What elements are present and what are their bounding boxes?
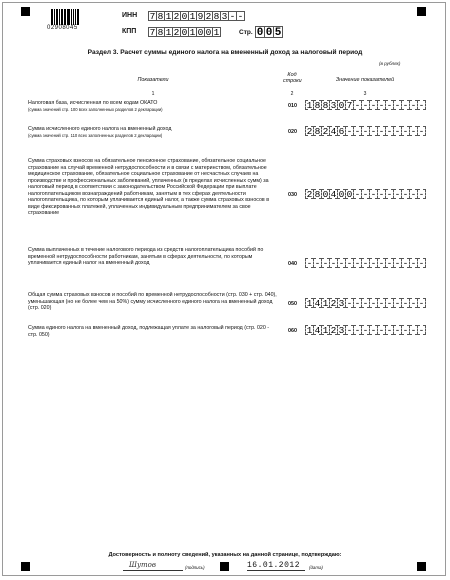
corner-marker-top-right — [417, 7, 426, 16]
barcode-number: 02908045 — [47, 25, 78, 31]
inn-field — [149, 11, 245, 21]
row-060-value-cell: - — [370, 325, 377, 335]
row-010-text — [28, 100, 268, 112]
row-020-value-cell: - — [410, 126, 417, 136]
row-040-label: Сумма выплаченных в течение налогового периода из средств налогоплательщика пособий по временной нетрудоспособности работникам, занятым в сферах деятельности, по которым уплачивается единый налог на вмененный доход — [28, 247, 264, 266]
row-020-value-cell: - — [418, 126, 425, 136]
row-060-value-cell: 4 — [314, 325, 321, 335]
row-060-value-cell: - — [346, 325, 353, 335]
row-060-code: 060 — [288, 328, 297, 334]
column-header-value: Значение показателей — [335, 77, 395, 83]
row-060-value-cell: - — [378, 325, 385, 335]
row-030-code: 030 — [288, 192, 297, 198]
row-020-value-cell: 2 — [322, 126, 329, 136]
page-number-cell: 5 — [274, 27, 282, 38]
row-060-value-cell: 1 — [322, 325, 329, 335]
row-020-value-cell: - — [402, 126, 409, 136]
row-030-value-cell: - — [370, 189, 377, 199]
row-060-value-cell: - — [354, 325, 361, 335]
row-010-value-cell: - — [378, 100, 385, 110]
date-line — [247, 570, 305, 571]
row-010-value-cell: - — [370, 100, 377, 110]
section-title: Раздел 3. Расчет суммы единого налога на вмененный доход за налоговый период — [87, 49, 363, 56]
row-030-value-cell: - — [418, 189, 425, 199]
signature-line — [123, 570, 183, 571]
row-040-value-cell: - — [354, 258, 361, 268]
corner-marker-bottom-right — [417, 562, 426, 571]
kpp-cell: 1 — [165, 27, 172, 37]
row-010-value-cell: - — [402, 100, 409, 110]
row-050-value-cell: 4 — [314, 298, 321, 308]
row-010-value-cell: 8 — [322, 100, 329, 110]
row-050-value — [306, 298, 426, 308]
row-030-value-cell: - — [362, 189, 369, 199]
row-010-value-cell: 0 — [338, 100, 345, 110]
row-010-code: 010 — [288, 103, 297, 109]
row-060-value-cell: - — [394, 325, 401, 335]
row-040-value-cell: - — [306, 258, 313, 268]
row-060-text — [28, 325, 278, 338]
signature-caption: (подпись) — [185, 565, 205, 570]
row-010-label: Налоговая база, исчисленная по всем кодам ОКАТО — [28, 100, 158, 106]
row-030-value-cell: 8 — [314, 189, 321, 199]
row-030-value-cell: - — [410, 189, 417, 199]
row-060-label: Сумма единого налога на вмененный доход, подлежащая уплате за налоговый период (стр. 020 - стр. 050) — [28, 325, 270, 338]
row-020-value-cell: - — [386, 126, 393, 136]
row-050-value-cell: - — [370, 298, 377, 308]
row-030-value — [306, 189, 426, 199]
row-060-value-cell: - — [362, 325, 369, 335]
inn-cell: - — [229, 11, 236, 21]
row-020-value-cell: - — [346, 126, 353, 136]
row-050-value-cell: - — [394, 298, 401, 308]
row-030-value-cell: - — [386, 189, 393, 199]
row-010-value-cell: 1 — [306, 100, 313, 110]
unit-note: (в рублях) — [379, 61, 401, 66]
row-040-text — [28, 247, 274, 267]
inn-cell: 9 — [197, 11, 204, 21]
row-050-value-cell: - — [418, 298, 425, 308]
row-040-value-cell: - — [394, 258, 401, 268]
row-020-label: Сумма исчисленного единого налога на вмененный доход — [28, 126, 172, 132]
row-020-value-cell: - — [362, 126, 369, 136]
row-030-value-cell: 2 — [306, 189, 313, 199]
column-header-indicators: Показатели — [137, 77, 169, 83]
row-050-label: Общая сумма страховых взносов и пособий по временной нетрудоспособности (стр. 030 + стр. 040), уменьшающая (но не более чем на 50%) сумму исчисленного единого налога на вмененный доход (стр. 020) — [28, 292, 277, 311]
row-060-value-cell: 2 — [330, 325, 337, 335]
row-010-value-cell: - — [410, 100, 417, 110]
row-020-code: 020 — [288, 129, 297, 135]
inn-cell: 2 — [173, 11, 180, 21]
row-020-value — [306, 126, 426, 136]
row-060-value-cell: - — [410, 325, 417, 335]
row-030-value-cell: - — [378, 189, 385, 199]
inn-cell: 0 — [181, 11, 188, 21]
row-020-value-cell: 4 — [330, 126, 337, 136]
row-010-value-cell: - — [386, 100, 393, 110]
row-030-value-cell: 0 — [322, 189, 329, 199]
row-010-sublabel: (сумма значений стр. 100 всех заполненных разделов 2 декларации) — [28, 106, 163, 112]
kpp-cell: 0 — [197, 27, 204, 37]
row-060-value-cell: - — [418, 325, 425, 335]
date-caption: (дата) — [309, 565, 323, 570]
row-050-value-cell: 1 — [322, 298, 329, 308]
row-050-value-cell: - — [386, 298, 393, 308]
row-030-value-cell: 4 — [330, 189, 337, 199]
row-060-value-cell: - — [386, 325, 393, 335]
corner-marker-top-left — [21, 7, 30, 16]
kpp-field — [149, 27, 221, 37]
column-number-1: 1 — [151, 91, 155, 97]
row-030-text — [28, 158, 274, 217]
row-010-value — [306, 100, 426, 110]
confirmation-statement: Достоверность и полноту сведений, указанных на данной странице, подтверждаю: — [108, 552, 342, 558]
row-020-value-cell: - — [394, 126, 401, 136]
tax-declaration-page — [2, 2, 446, 576]
row-020-value-cell: - — [378, 126, 385, 136]
row-010-value-cell: - — [418, 100, 425, 110]
column-number-3: 3 — [363, 91, 367, 97]
inn-cell: - — [237, 11, 244, 21]
signature-block — [123, 561, 223, 573]
row-020-value-cell: - — [370, 126, 377, 136]
row-040-value-cell: - — [314, 258, 321, 268]
row-050-code: 050 — [288, 301, 297, 307]
row-040-value-cell: - — [378, 258, 385, 268]
row-060-value-cell: 3 — [338, 325, 345, 335]
page-number-field — [256, 26, 283, 38]
inn-cell: 2 — [205, 11, 212, 21]
kpp-cell: 7 — [149, 27, 156, 37]
row-030-value-cell: - — [394, 189, 401, 199]
row-060-value-cell: - — [402, 325, 409, 335]
row-050-value-cell: - — [410, 298, 417, 308]
column-number-2: 2 — [290, 91, 294, 97]
kpp-cell: 0 — [205, 27, 212, 37]
kpp-label: КПП — [122, 28, 137, 35]
kpp-cell: 8 — [157, 27, 164, 37]
row-020-value-cell: 8 — [314, 126, 321, 136]
kpp-cell: 1 — [189, 27, 196, 37]
corner-marker-bottom-left — [21, 562, 30, 571]
inn-cell: 1 — [189, 11, 196, 21]
row-050-value-cell: - — [362, 298, 369, 308]
row-050-value-cell: - — [378, 298, 385, 308]
row-040-value-cell: - — [330, 258, 337, 268]
row-040-code: 040 — [288, 261, 297, 267]
row-020-text — [28, 126, 268, 138]
row-020-sublabel: (сумма значений стр. 110 всех заполненных разделов 2 декларации) — [28, 132, 163, 138]
row-040-value-cell: - — [338, 258, 345, 268]
row-060-value — [306, 325, 426, 335]
row-020-value-cell: 6 — [338, 126, 345, 136]
row-050-value-cell: - — [354, 298, 361, 308]
inn-cell: 1 — [165, 11, 172, 21]
row-050-text — [28, 292, 278, 312]
row-010-value-cell: 7 — [346, 100, 353, 110]
row-020-value-cell: 2 — [306, 126, 313, 136]
inn-cell: 3 — [221, 11, 228, 21]
page-number-cell: 0 — [265, 27, 273, 38]
row-050-value-cell: - — [346, 298, 353, 308]
row-030-value-cell: - — [354, 189, 361, 199]
row-040-value-cell: - — [362, 258, 369, 268]
kpp-cell: 0 — [181, 27, 188, 37]
row-020-value-cell: - — [354, 126, 361, 136]
row-040-value-cell: - — [322, 258, 329, 268]
inn-cell: 8 — [213, 11, 220, 21]
row-050-value-cell: 1 — [306, 298, 313, 308]
date-value: 16.01.2012 — [247, 561, 301, 570]
row-050-value-cell: - — [402, 298, 409, 308]
inn-cell: 7 — [149, 11, 156, 21]
row-010-value-cell: 3 — [330, 100, 337, 110]
row-030-value-cell: - — [402, 189, 409, 199]
date-block — [247, 561, 337, 573]
row-050-value-cell: 3 — [338, 298, 345, 308]
page-label: Стр. — [239, 29, 253, 36]
inn-label: ИНН — [122, 12, 138, 19]
row-040-value-cell: - — [418, 258, 425, 268]
row-040-value-cell: - — [346, 258, 353, 268]
row-040-value-cell: - — [410, 258, 417, 268]
row-010-value-cell: 8 — [314, 100, 321, 110]
row-010-value-cell: - — [362, 100, 369, 110]
row-060-value-cell: 1 — [306, 325, 313, 335]
row-010-value-cell: - — [394, 100, 401, 110]
kpp-cell: 2 — [173, 27, 180, 37]
row-040-value-cell: - — [386, 258, 393, 268]
column-header-code: Код строки — [283, 72, 302, 84]
row-030-value-cell: 0 — [346, 189, 353, 199]
inn-cell: 8 — [157, 11, 164, 21]
page-number-cell: 0 — [256, 27, 264, 38]
row-030-value-cell: 0 — [338, 189, 345, 199]
row-030-label: Сумма страховых взносов на обязательное пенсионное страхование, обязательное социальное страхование на случай временной нетрудоспособности и в связи с материнством, обязательное медицинское страхование, обязательное социальное страхование от несчастных случаев на производстве и профессиональных заболеваний, уплаченных (в пределах исчисленных сумм) за налоговый период в соответствии с законодательством Российской Федерации при выплате налогоплательщиком вознаграждений работникам, занятым в тех сферах деятельности налогоплательщика, по которым уплачивается единый налог, а также сумма страховых взносов в виде фиксированных платежей, уплаченных индивидуальным предпринимателем за свое страхование — [28, 158, 270, 216]
row-010-value-cell: - — [354, 100, 361, 110]
row-040-value-cell: - — [370, 258, 377, 268]
row-040-value-cell: - — [402, 258, 409, 268]
row-040-value — [306, 258, 426, 268]
signature: Шутов — [129, 561, 156, 569]
kpp-cell: 1 — [213, 27, 220, 37]
barcode-icon — [51, 9, 79, 25]
row-050-value-cell: 2 — [330, 298, 337, 308]
